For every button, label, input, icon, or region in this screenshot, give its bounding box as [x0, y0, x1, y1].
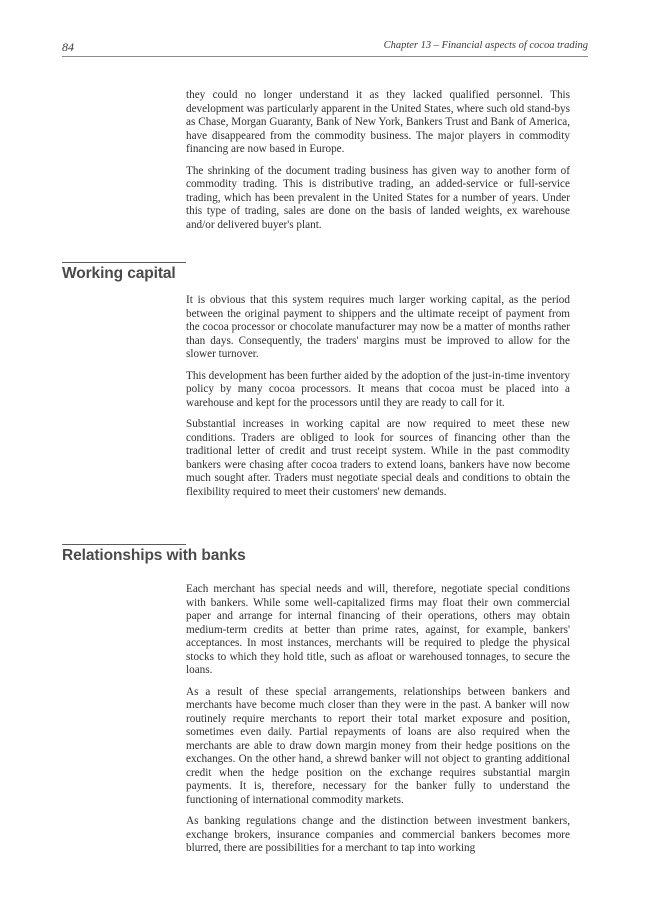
- section-heading-relationships-with-banks: Relationships with banks: [62, 547, 246, 564]
- body-paragraph: Substantial increases in working capital are now required to meet these new conditions. Traders are obliged to look for sources of financing other than the traditional letter of credit and trust receipt system. While in the past commodity bankers were chasing after cocoa traders to extend loans, bankers have now become much sought after. Traders must negotiate special deals and conditions to obtain the flexibility required to meet their customers' new demands.: [186, 418, 570, 498]
- body-paragraph: This development has been further aided by the adoption of the just-in-time inventory policy by many cocoa processors. It means that cocoa must be placed into a warehouse and kept for the processors until they are ready to call for it.: [186, 369, 571, 409]
- relationships-section: [186, 583, 570, 864]
- body-paragraph: they could no longer understand it as they lacked qualified personnel. This development was particularly apparent in the United States, where such old stand-bys as Chase, Morgan Guaranty, Bank of New York, Bankers Trust and Bank of America, have disappeared from the commodity business. The major players in commodity financing are now based in Europe.: [186, 89, 570, 155]
- section-rule: [62, 544, 186, 545]
- intro-section: [186, 89, 570, 240]
- section-heading-working-capital: Working capital: [62, 265, 176, 282]
- body-paragraph: It is obvious that this system requires much larger working capital, as the period between the original payment to shippers and the ultimate receipt of payment from the cocoa processor or chocolate manufacturer may now be a matter of months rather than days. Consequently, the traders' margins must be improved to allow for the slower turnover.: [186, 294, 570, 360]
- header-rule: [62, 56, 588, 57]
- running-header-title: Chapter 13 – Financial aspects of cocoa trading: [383, 40, 588, 51]
- page-number: 84: [62, 40, 74, 54]
- body-paragraph: As a result of these special arrangements, relationships between bankers and merchants have become much closer than they were in the past. A banker will now routinely require merchants to report their total market exposure and position, sometimes even daily. Partial repayments of loans are also required when the merchants are able to draw down margin money from their hedge positions on the exchanges. On the other hand, a shrewd banker will not object to granting additional credit when the hedge position on the exchange requires substantial margin payments. It is, therefore, necessary for the banker fully to understand the functioning of international commodity markets.: [186, 685, 570, 806]
- working-capital-section: [186, 294, 570, 507]
- body-paragraph: The shrinking of the document trading business has given way to another form of commodity trading. This is distributive trading, an added-service or full-service trading, which has been prevalent in the United States for a number of years. Under this type of trading, sales are done on the basis of landed weights, ex warehouse and/or delivered buyer's plant.: [186, 164, 570, 231]
- section-rule: [62, 262, 186, 263]
- body-paragraph: Each merchant has special needs and will, therefore, negotiate special conditions with bankers. While some well-capitalized firms may float their own commercial paper and arrange for internal financing of their operations, others may obtain medium-term credits at better than prime rates, against, for example, bankers' acceptances. In most instances, merchants will be required to pledge the physical stocks to which they hold title, such as afloat or warehoused tonnages, to secure the loans.: [186, 583, 570, 676]
- body-paragraph: As banking regulations change and the distinction between investment bankers, exchange brokers, insurance companies and commercial bankers becomes more blurred, there are possibilities for a merchant to tap into working: [186, 815, 570, 854]
